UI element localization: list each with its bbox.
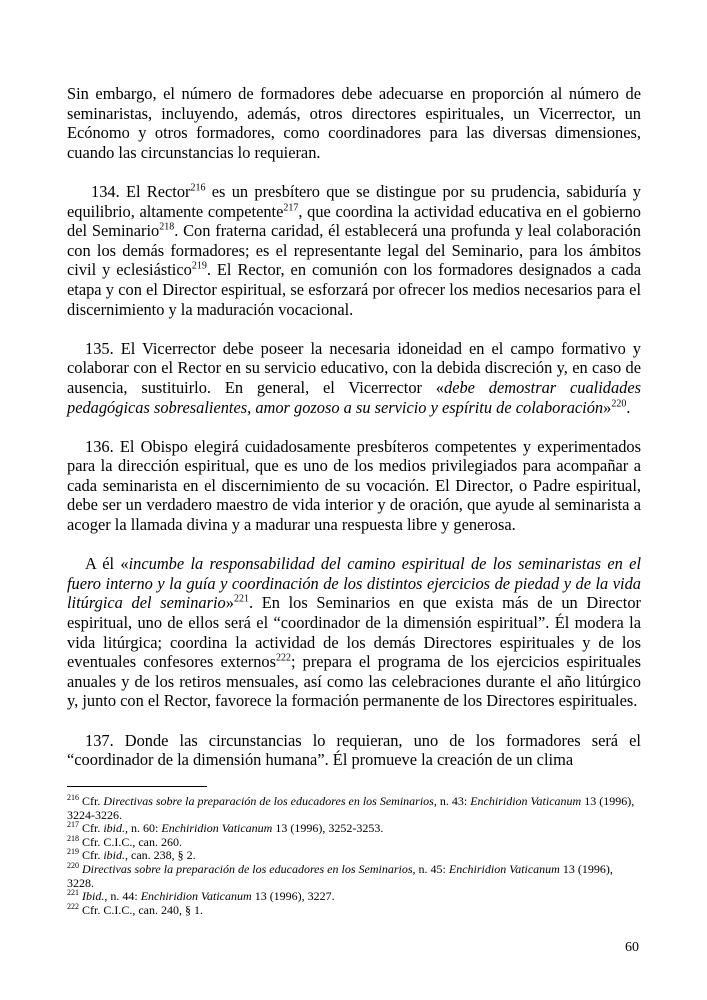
- paragraph-136: [67, 437, 641, 535]
- paragraph-137: [67, 731, 641, 770]
- footnote-220: [67, 860, 641, 890]
- text-run: ; prepara el programa de los ejercicios espirituales anuales y de los retiros mensuales, así como las celebraciones durante el año litúrgico y, junto con el Rector, favorece la formación permanente de los Directores espirituales.: [67, 652, 641, 711]
- footnote-ref: 216: [67, 793, 79, 802]
- text-run: es un presbítero que se distingue por su prudencia, sabiduría y equilibrio, altamente competente: [67, 181, 641, 221]
- footnote-ref: 221: [67, 888, 79, 898]
- footnote-ref: 219: [67, 847, 79, 857]
- italic-text: Enchiridion Vaticanum: [140, 889, 252, 904]
- footnote-216: [67, 795, 641, 822]
- italic-text: ibid.: [103, 848, 126, 863]
- italic-text: Enchiridion Vaticanum: [470, 794, 582, 808]
- text-run: . En los Seminarios en que exista más de un Director espiritual, uno de ellos será el “coordinador de la dimensión espiritual”. Él modera la vida litúrgica; coordina la actividad de los demás Directores espirituales y de los eventuales confesores externos: [67, 593, 641, 672]
- text-run: , n. 44:: [104, 889, 141, 904]
- text-run: . El Rector, en comunión con los formadores designados a cada etapa y con el Director espiritual, se esforzará por ofrecer los medios necesarios para el discernimiento y la maduración vocacional.: [67, 260, 641, 319]
- text-run: Cfr.: [79, 848, 104, 863]
- footnote-ref: 220: [67, 860, 79, 870]
- text-run: 13 (1996), 3252-3253.: [272, 821, 384, 836]
- footnote-ref: 222: [67, 901, 79, 911]
- text-run: , n. 43:: [433, 794, 471, 808]
- text-run: Cfr.: [79, 794, 104, 808]
- text-run: , n. 45:: [412, 861, 449, 876]
- text-run: Cfr.: [79, 821, 104, 836]
- text-run: Cfr. C.I.C., can. 260.: [79, 834, 182, 849]
- text-run: . Con fraterna caridad, él establecerá una profunda y leal colaboración con los demás formadores; es el representante legal del Seminario, para los ámbitos civil y eclesiástico: [67, 221, 641, 280]
- text-run: , n. 60:: [125, 821, 162, 836]
- text-run: .: [626, 397, 631, 417]
- italic-text: Enchiridion Vaticanum: [448, 861, 560, 876]
- italic-text: Ibid.: [82, 889, 105, 904]
- text-run: A él «: [85, 554, 129, 574]
- text-run: 134. El Rector: [91, 181, 191, 201]
- footnote-219: [67, 849, 641, 863]
- footnote-ref: 217: [67, 820, 79, 830]
- text-run: Sin embargo, el número de formadores debe adecuarse en proporción al número de seminaristas, incluyendo, además, otros directores espirituales, un Vicerrector, un Ecónomo y otros formadores, como coordinadores para las diversas dimensiones, cuando las circunstancias lo requieran.: [67, 84, 641, 162]
- text-run: 137. Donde las circunstancias lo requieran, uno de los formadores será el “coordinador de la dimensión humana”. Él promueve la creación de un clima: [67, 730, 641, 770]
- paragraph-intro: [67, 84, 641, 162]
- footnotes: [67, 795, 641, 917]
- text-run: 13 (1996), 3228.: [67, 861, 613, 890]
- text-run: 13 (1996), 3224-3226.: [67, 794, 635, 822]
- text-run: »: [603, 397, 612, 417]
- italic-text: ibid.: [103, 821, 126, 836]
- paragraph-134: [67, 182, 641, 319]
- page-body: [67, 84, 641, 770]
- footnote-separator: [67, 786, 207, 787]
- italic-text: Directivas sobre la preparación de los educadores en los Seminarios: [103, 794, 434, 808]
- italic-text: Directivas sobre la preparación de los educadores en los Seminarios: [82, 861, 413, 876]
- italic-text: debe demostrar cualidades pedagógicas sobresalientes, amor gozoso a su servicio y espíritu de colaboración: [67, 377, 641, 417]
- paragraph-136-continued: [67, 554, 641, 711]
- page-number: 60: [625, 940, 639, 955]
- italic-text: Enchiridion Vaticanum: [161, 821, 273, 836]
- footnote-222: [67, 901, 641, 918]
- text-run: , can. 238, § 2.: [125, 848, 196, 863]
- italic-text: incumbe la responsabilidad del camino espiritual de los seminaristas en el fuero interno y la guía y coordinación de los distintos ejercicios de piedad y de la vida litúrgica del seminario: [67, 554, 641, 613]
- text-run: , que coordina la actividad educativa en el gobierno del Seminario: [67, 201, 641, 241]
- text-run: 13 (1996), 3227.: [251, 889, 335, 904]
- text-run: 135. El Vicerrector debe poseer la necesaria idoneidad en el campo formativo y colaborar con el Rector en su servicio educativo, con la debida discreción y, en caso de ausencia, sustituirlo. En general, el Vicerrector «: [67, 338, 641, 397]
- footnote-ref: 220: [611, 398, 627, 410]
- footnote-ref: 219: [191, 260, 207, 272]
- text-run: 136. El Obispo elegirá cuidadosamente presbíteros competentes y experimentados para la dirección espiritual, que es uno de los medios privilegiados para acompañar a cada seminarista en el discernimiento de su vocación. El Director, o Padre espiritual, debe ser un verdadero maestro de vida interior y de oración, que ayude al seminarista a acoger la llamada divina y a madurar una respuesta libre y generosa.: [67, 436, 641, 535]
- footnote-ref: 216: [190, 182, 206, 194]
- footnote-217: [67, 822, 641, 836]
- footnote-ref: 222: [275, 652, 291, 664]
- paragraph-135: [67, 339, 641, 417]
- footnote-ref: 218: [67, 833, 79, 843]
- footnote-ref: 217: [283, 202, 299, 214]
- footnote-ref: 221: [233, 593, 249, 605]
- footnote-ref: 218: [159, 221, 175, 233]
- text-run: Cfr. C.I.C., can. 240, § 1.: [79, 902, 203, 917]
- text-run: »: [225, 593, 234, 613]
- footnote-221: [67, 890, 641, 904]
